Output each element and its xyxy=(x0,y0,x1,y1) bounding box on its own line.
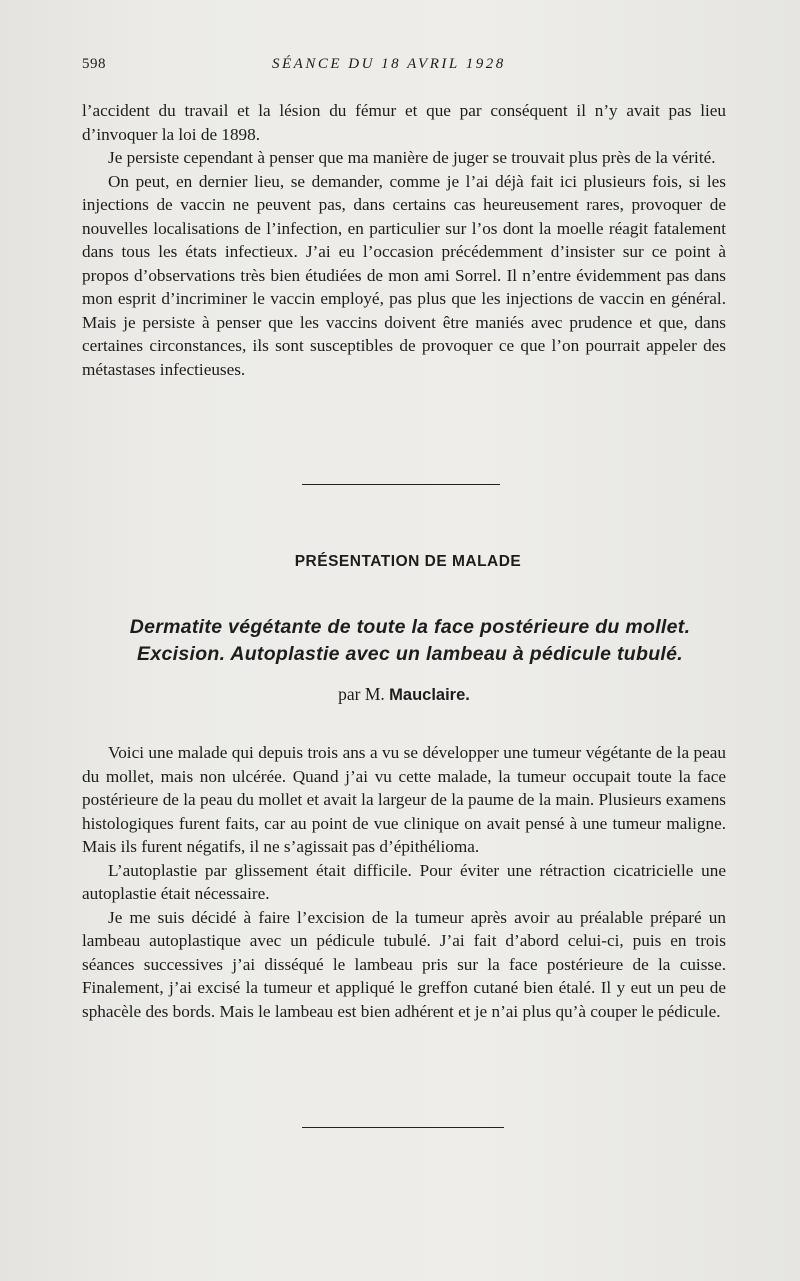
paragraph: l’accident du travail et la lésion du fémur et que par conséquent il n’y avait pas lieu d’invoquer la loi de 1898. xyxy=(82,101,726,144)
article-title-line: Excision. Autoplastie avec un lambeau à pédicule tubulé. xyxy=(137,643,683,665)
section-heading: PRÉSENTATION DE MALADE xyxy=(294,553,522,570)
paragraph: Je me suis décidé à faire l’excision de la tumeur après avoir au préalable préparé un lambeau autoplastique avec un pédicule tubulé. J’ai fait d’abord celui-ci, puis en trois séances successives j’ai disséqué le lambeau pris sur la face postérieure de la cuisse. Finalement, j’ai excisé la tumeur et appliqué le greffon cutané bien étalé. Il y eut un peu de sphacèle des bords. Mais le lambeau est bien adhérent et je n’ai plus qu’à couper le pédicule. xyxy=(82,907,726,1021)
previous-article-text xyxy=(82,99,726,381)
separator-rule xyxy=(302,1127,504,1128)
paragraph: L’autoplastie par glissement était difficile. Pour éviter une rétraction cicatricielle une autoplastie était nécessaire. xyxy=(82,860,726,903)
byline-author: Mauclaire. xyxy=(389,686,470,704)
article-title-line: Dermatite végétante de toute la face postérieure du mollet. xyxy=(129,616,691,638)
page-header xyxy=(82,56,722,78)
article-body xyxy=(82,741,726,1023)
page-number: 598 xyxy=(82,56,106,72)
article-title xyxy=(60,614,760,668)
byline xyxy=(0,684,800,705)
paragraph: On peut, en dernier lieu, se demander, comme je l’ai déjà fait ici plusieurs fois, si les injections de vaccin ne peuvent pas, dans certains cas heureusement rares, provoquer de nouvelles localisations de l’infection, en particulier sur l’os dont la moelle réagit fatalement dans tous les états infectieux. J’ai eu l’occasion précédemment d’insister sur ce point à propos d’observations très bien étudiées de mon ami Sorrel. Il n’entre évidemment pas dans mon esprit d’incriminer le vaccin employé, pas plus que les injections de vaccin en général. Mais je persiste à penser que les vaccins doivent être maniés avec prudence et que, dans certaines circonstances, ils sont susceptibles de provoquer ce que l’on pourrait appeler des métastases infectieuses. xyxy=(82,171,726,379)
paragraph: Je persiste cependant à penser que ma manière de juger se trouvait plus près de la vérité. xyxy=(108,148,716,167)
paragraph: Voici une malade qui depuis trois ans a vu se développer une tumeur végétante de la peau du mollet, mais non ulcérée. Quand j’ai vu cette malade, la tumeur occupait toute la face postérieure de la peau du mollet et avait la largeur de la paume de la main. Plusieurs examens histologiques furent faits, car au point de vue clinique on avait pensé à une tumeur maligne. Mais ils furent négatifs, il ne s’agissait pas d’épithélioma. xyxy=(82,743,726,856)
byline-prefix: par M. xyxy=(338,684,385,704)
running-title: SÉANCE DU 18 AVRIL 1928 xyxy=(272,56,506,72)
separator-rule xyxy=(302,484,500,485)
